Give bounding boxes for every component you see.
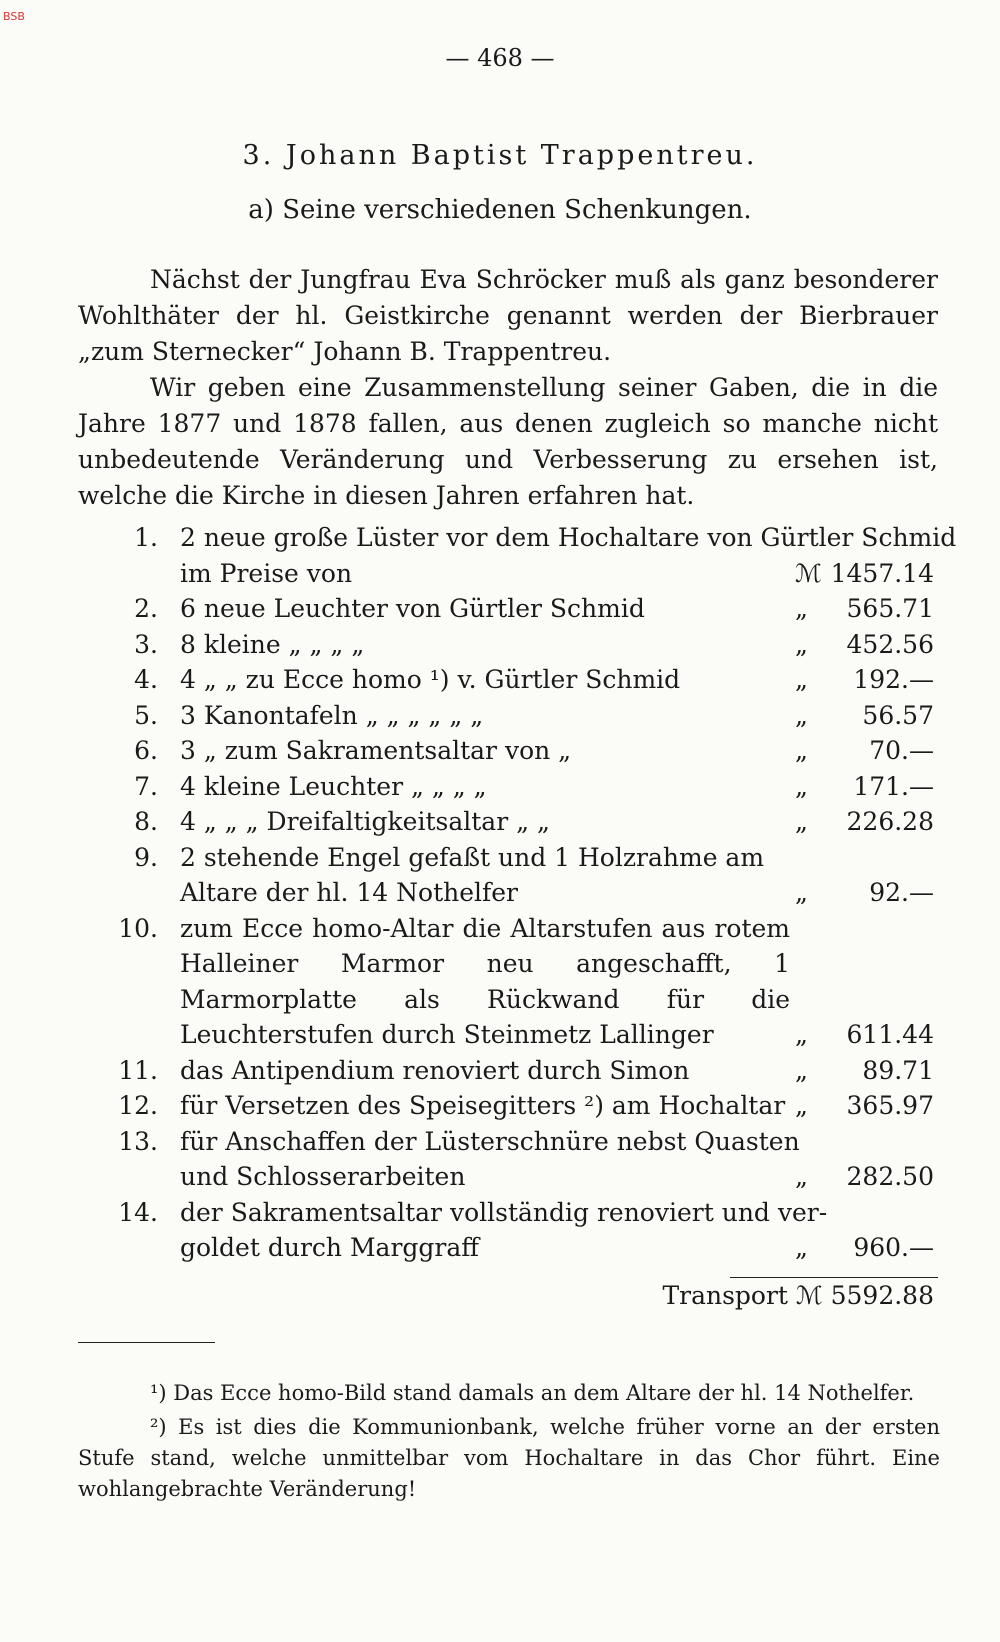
list-item — [0, 840, 1000, 911]
item-amount: 70.— — [869, 736, 934, 765]
item-currency: „ — [795, 594, 808, 623]
item-description: 4 „ „ zu Ecce homo ¹) v. Gürtler Schmid — [180, 665, 681, 694]
list-item — [0, 698, 1000, 734]
item-description: 8 kleine „ „ „ „ — [180, 629, 365, 659]
list-item — [0, 520, 1000, 591]
list-item — [0, 804, 1000, 840]
item-description: das Antipendium renoviert durch Simon — [180, 1055, 690, 1085]
list-item — [0, 627, 1000, 663]
list-item — [0, 1053, 1000, 1089]
list-item — [0, 662, 1000, 698]
item-amount: 226.28 — [846, 807, 934, 836]
item-amount: 192.— — [853, 665, 934, 694]
item-description: 2 stehende Engel gefaßt und 1 Holzrahme am — [180, 842, 765, 872]
item-number: 2. — [134, 594, 158, 623]
item-description: der Sakramentsaltar vollständig renoviert und ver- — [180, 1197, 828, 1227]
list-item — [0, 1124, 1000, 1195]
item-description: zum Ecce homo-Altar die Altarstufen aus rotem Halleiner Marmor neu angeschafft, 1 Marmorplatte als Rückwand für die Leuchterstufen durch Steinmetz Lallinger — [180, 913, 790, 1049]
item-number: 9. — [134, 842, 158, 872]
list-item — [0, 733, 1000, 769]
item-description: 4 „ „ „ Dreifaltigkeitsaltar „ „ — [180, 807, 550, 836]
item-description: goldet durch Marggraff — [180, 1233, 480, 1262]
item-description: im Preise von — [180, 558, 353, 588]
item-amount: 452.56 — [846, 629, 934, 659]
transport-amount: 5592.88 — [830, 1281, 934, 1310]
item-amount: 611.44 — [846, 1020, 934, 1049]
item-description: 4 kleine Leuchter „ „ „ „ — [180, 771, 487, 801]
item-number: 12. — [118, 1091, 158, 1120]
item-number: 13. — [118, 1126, 158, 1156]
item-currency: „ — [795, 665, 808, 694]
item-currency: „ — [795, 736, 808, 765]
item-currency: „ — [795, 807, 808, 836]
item-currency: „ — [795, 1020, 808, 1049]
item-number: 3. — [134, 629, 158, 659]
item-number: 8. — [134, 807, 158, 836]
item-amount: 282.50 — [846, 1162, 934, 1191]
item-currency: „ — [795, 1055, 808, 1085]
sum-rule — [730, 1277, 938, 1278]
item-currency: „ — [795, 1091, 808, 1120]
item-amount: 960.— — [853, 1233, 934, 1262]
item-currency: „ — [795, 700, 808, 730]
library-watermark: BSB — [3, 10, 25, 23]
list-item — [0, 911, 1000, 1053]
paragraph-intro: Nächst der Jungfrau Eva Schröcker muß als ganz besonderer Wohlthäter der hl. Geistkirche genannt werden der Bierbrauer „zum Sternecker“ Johann B. Trappentreu. — [78, 265, 938, 366]
footnote-2: ²) Es ist dies die Kommunionbank, welche früher vorne an der ersten Stufe stand, welche unmittelbar vom Hochaltare in das Chor führt. Eine wohlangebrachte Veränderung! — [78, 1415, 940, 1501]
item-description: 6 neue Leuchter von Gürtler Schmid — [180, 594, 645, 623]
item-amount: 565.71 — [846, 594, 934, 623]
item-description: 2 neue große Lüster vor dem Hochaltare von Gürtler Schmid — [180, 523, 957, 552]
footnote-rule — [78, 1342, 215, 1343]
item-description: und Schlosserarbeiten — [180, 1162, 466, 1191]
item-number: 1. — [134, 523, 158, 552]
paragraph-summary: Wir geben eine Zusammenstellung seiner Gaben, die in die Jahre 1877 und 1878 fallen, aus denen zugleich so manche nicht unbedeutende Veränderung und Verbesserung zu ersehen ist, welche die Kirche in diesen Jahren erfahren hat. — [78, 373, 938, 510]
page-number: — 468 — — [445, 44, 555, 72]
item-description: 3 „ zum Sakramentsaltar von „ — [180, 736, 572, 765]
donation-list — [0, 520, 1000, 1266]
section-title: 3. Johann Baptist Trappentreu. — [242, 140, 758, 171]
item-amount: 56.57 — [862, 700, 934, 730]
item-number: 11. — [118, 1055, 158, 1085]
transport-label: Transport — [662, 1281, 788, 1310]
item-currency: „ — [795, 1233, 808, 1262]
item-amount: 1457.14 — [830, 558, 934, 588]
list-item — [0, 769, 1000, 805]
item-description: für Anschaffen der Lüsterschnüre nebst Quasten — [180, 1126, 800, 1156]
list-item — [0, 1088, 1000, 1124]
item-amount: 89.71 — [862, 1055, 934, 1085]
footnote-1: ¹) Das Ecce homo-Bild stand damals an dem Altare der hl. 14 Nothelfer. — [150, 1381, 915, 1405]
list-item — [0, 591, 1000, 627]
item-currency: „ — [795, 878, 808, 907]
transport-currency: ℳ — [795, 1281, 823, 1310]
transport-total — [662, 1281, 934, 1310]
section-subtitle: a) Seine verschiedenen Schenkungen. — [248, 195, 752, 225]
item-currency: „ — [795, 771, 808, 801]
item-currency: ℳ — [795, 558, 822, 588]
item-description: für Versetzen des Speisegitters ²) am Hochaltar — [180, 1091, 786, 1120]
item-description: Altare der hl. 14 Nothelfer — [180, 878, 519, 907]
item-amount: 171.— — [853, 771, 934, 801]
item-description: 3 Kanontafeln „ „ „ „ „ „ — [180, 700, 484, 730]
item-currency: „ — [795, 629, 808, 659]
list-item — [0, 1195, 1000, 1266]
item-number: 7. — [134, 771, 158, 801]
item-number: 14. — [118, 1197, 158, 1227]
item-number: 4. — [134, 665, 158, 694]
item-amount: 365.97 — [846, 1091, 934, 1120]
item-amount: 92.— — [869, 878, 934, 907]
item-number: 5. — [134, 700, 158, 730]
item-number: 10. — [118, 913, 158, 943]
item-currency: „ — [795, 1162, 808, 1191]
item-number: 6. — [134, 736, 158, 765]
